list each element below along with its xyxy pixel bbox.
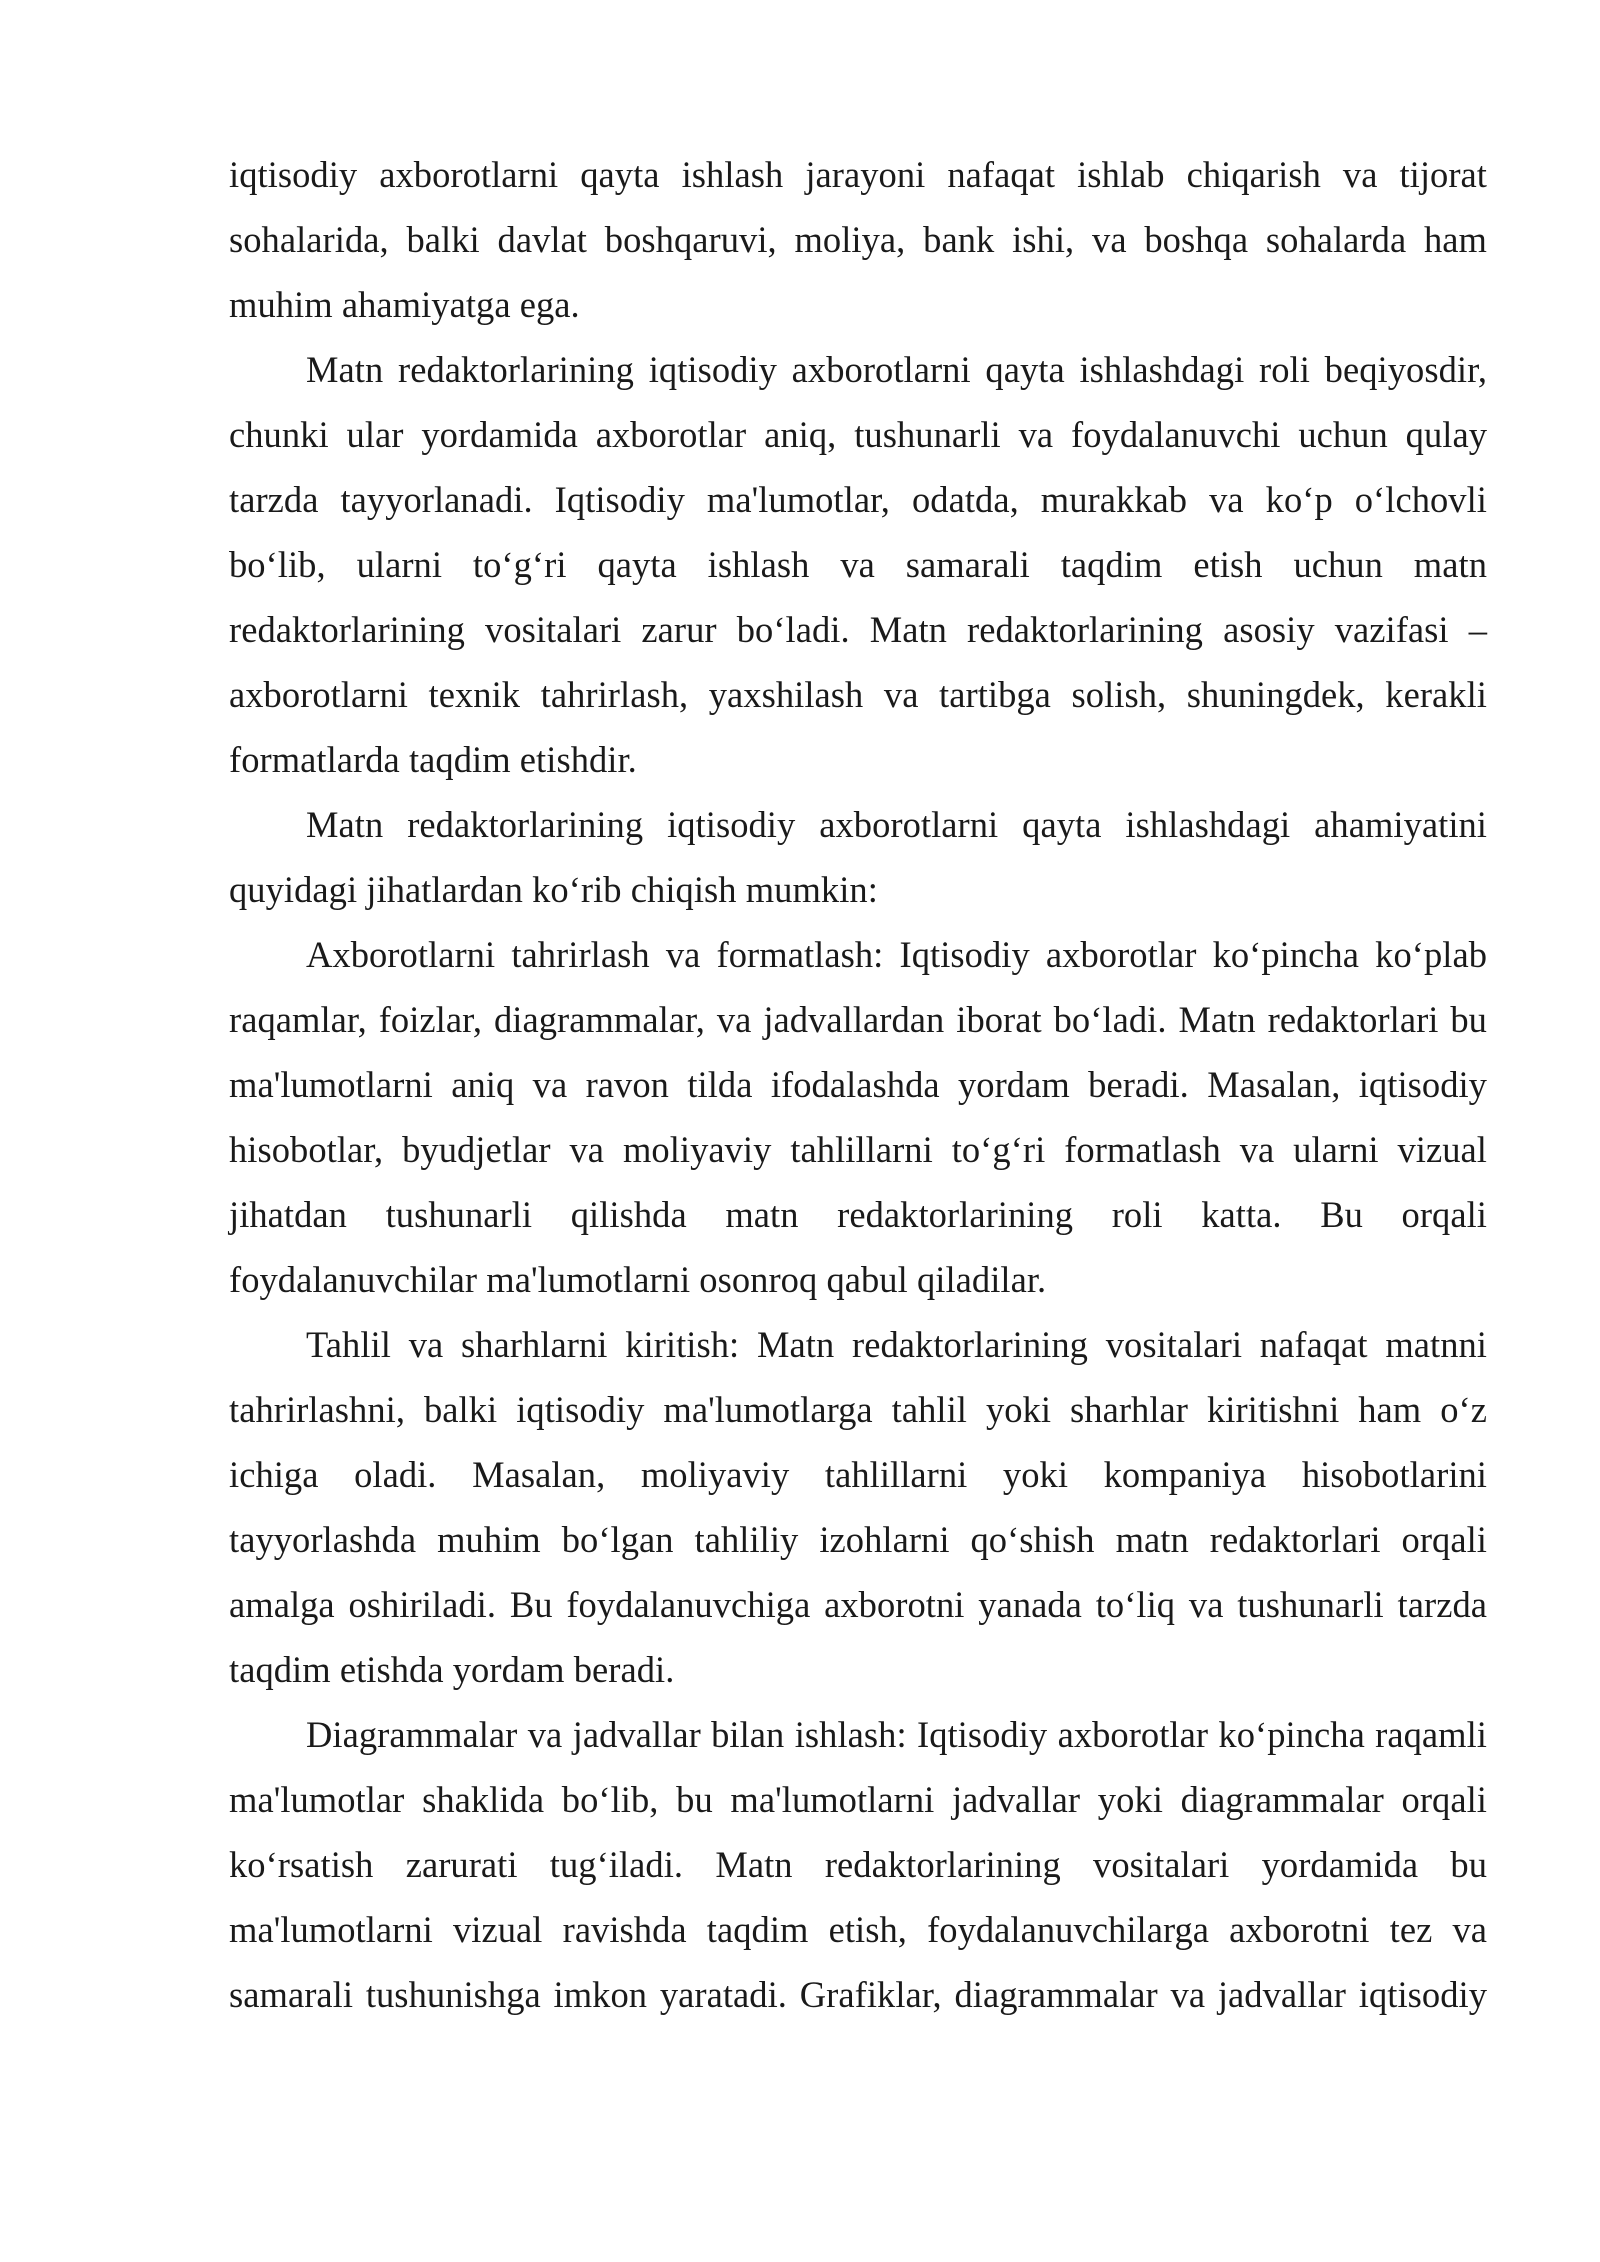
paragraph-editing-formatting: Axborotlarni tahrirlash va formatlash: Iqtisodiy axborotlar koʻpincha koʻplab raqamlar, foizlar, diagrammalar, va jadvallardan iborat boʻladi. Matn redaktorlari bu ma'lumotlarni aniq va ravon tilda ifodalashda yordam beradi. Masalan, iqtisodiy hisobotlar, byudjetlar va moliyaviy tahlillarni toʻgʻri formatlash va ularni vizual jihatdan tushunarli qilishda matn redaktorlarining roli katta. Bu orqali foydalanuvchilar ma'lumotlarni osonroq qabul qiladilar. xyxy=(229,934,1487,1300)
paragraph-continuation: iqtisodiy axborotlarni qayta ishlash jarayoni nafaqat ishlab chiqarish va tijorat sohalarida, balki davlat boshqaruvi, moliya, bank ishi, va boshqa sohalarda ham muhim ahamiyatga ega. xyxy=(229,154,1487,325)
paragraph-analysis-comments: Tahlil va sharhlarni kiritish: Matn redaktorlarining vositalari nafaqat matnni tahrirlashni, balki iqtisodiy ma'lumotlarga tahlil yoki sharhlar kiritishni ham oʻz ichiga oladi. Masalan, moliyaviy tahlillarni yoki kompaniya hisobotlarini tayyorlashda muhim boʻlgan tahliliy izohlarni qoʻshish matn redaktorlari orqali amalga oshiriladi. Bu foydalanuvchiga axborotni yanada toʻliq va tushunarli tarzda taqdim etishda yordam beradi. xyxy=(229,1324,1487,1690)
document-page xyxy=(229,142,1487,2027)
paragraph-diagrams-tables: Diagrammalar va jadvallar bilan ishlash: Iqtisodiy axborotlar koʻpincha raqamli ma'lumotlar shaklida boʻlib, bu ma'lumotlarni jadvallar yoki diagrammalar orqali koʻrsatish zarurati tugʻiladi. Matn redaktorlarining vositalari yordamida bu ma'lumotlarni vizual ravishda taqdim etish, foydalanuvchilarga axborotni tez va samarali tushunishga imkon yaratadi. Grafiklar, diagrammalar va jadvallar iqtisodiy xyxy=(229,1714,1487,2015)
paragraph-importance-intro: Matn redaktorlarining iqtisodiy axborotlarni qayta ishlashdagi ahamiyatini quyidagi jihatlardan koʻrib chiqish mumkin: xyxy=(229,804,1487,910)
paragraph-text-editors-role: Matn redaktorlarining iqtisodiy axborotlarni qayta ishlashdagi roli beqiyosdir, chunki ular yordamida axborotlar aniq, tushunarli va foydalanuvchi uchun qulay tarzda tayyorlanadi. Iqtisodiy ma'lumotlar, odatda, murakkab va koʻp oʻlchovli boʻlib, ularni toʻgʻri qayta ishlash va samarali taqdim etish uchun matn redaktorlarining vositalari zarur boʻladi. Matn redaktorlarining asosiy vazifasi – axborotlarni texnik tahrirlash, yaxshilash va tartibga solish, shuningdek, kerakli formatlarda taqdim etishdir. xyxy=(229,349,1487,780)
